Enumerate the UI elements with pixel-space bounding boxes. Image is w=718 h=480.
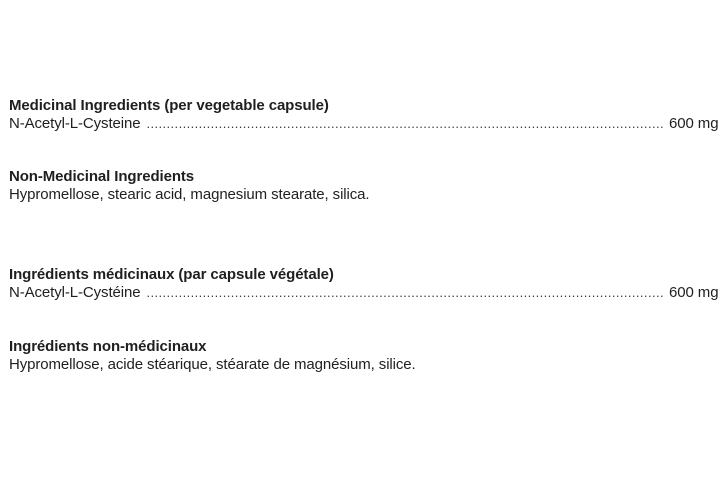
dot-leader: ................................................................................................................................. <box>146 116 664 131</box>
dot-leader-fr: ................................................................................................................................. <box>146 285 664 300</box>
non-medicinal-ingredients-text: Hypromellose, stearic acid, magnesium stearate, silica. <box>9 186 370 203</box>
ingredient-name: N-Acetyl-L-Cysteine <box>9 115 141 132</box>
medicinal-ingredient-row-fr <box>9 284 718 302</box>
medicinal-ingredients-heading: Medicinal Ingredients (per vegetable capsule) <box>9 97 329 114</box>
french-medicinal-section <box>9 266 718 302</box>
ingredient-name-fr: N-Acetyl-L-Cystéine <box>9 284 141 301</box>
english-non-medicinal-section <box>9 168 471 204</box>
non-medicinal-ingredients-heading-fr: Ingrédients non-médicinaux <box>9 338 207 355</box>
ingredient-dose-fr: 600 mg <box>669 284 718 301</box>
non-medicinal-ingredients-heading: Non-Medicinal Ingredients <box>9 168 195 185</box>
english-medicinal-section <box>9 97 718 133</box>
medicinal-ingredient-row <box>9 115 718 133</box>
ingredient-dose: 600 mg <box>669 115 718 132</box>
french-non-medicinal-section <box>9 338 471 374</box>
medicinal-ingredients-heading-fr: Ingrédients médicinaux (par capsule végétale) <box>9 266 334 283</box>
non-medicinal-ingredients-text-fr: Hypromellose, acide stéarique, stéarate de magnésium, silice. <box>9 356 416 373</box>
